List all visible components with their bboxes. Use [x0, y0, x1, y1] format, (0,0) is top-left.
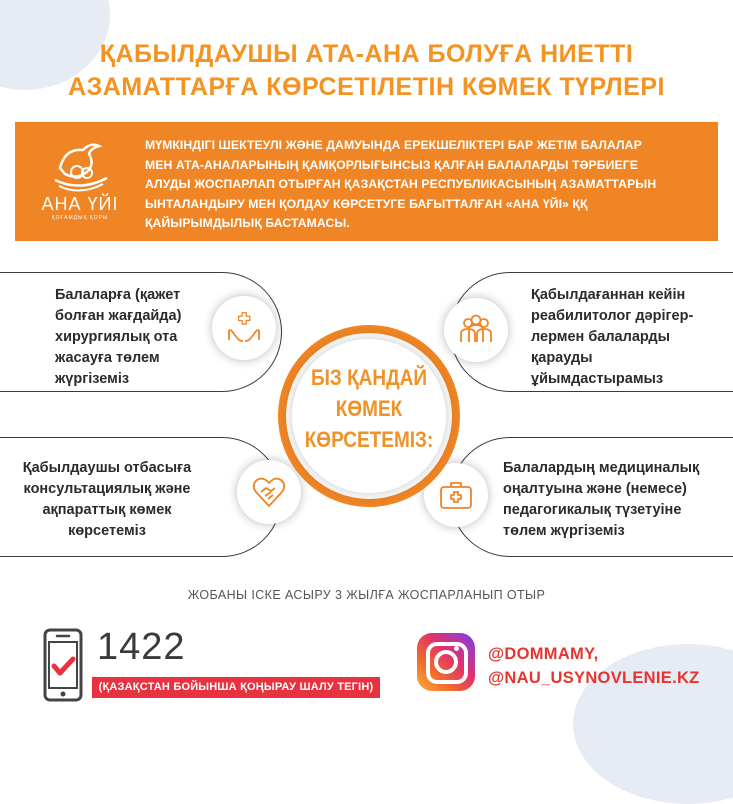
card-line: ақпараттық көмек — [42, 502, 172, 518]
center-line: БІЗ ҚАНДАЙ — [310, 366, 428, 391]
card-line: консультациялық және — [23, 481, 191, 497]
center-line: КӨРСЕТЕМІЗ: — [304, 428, 434, 453]
center-line: КӨМЕК — [335, 397, 403, 422]
project-duration-note: ЖОБАНЫ ІСКЕ АСЫРУ 3 ЖЫЛҒА ЖОСПАРЛАНЫП ОТЫР — [187, 588, 546, 602]
page-title — [0, 38, 733, 104]
banner-line: ЫНТАЛАНДЫРУ МЕН ҚОЛДАУ КӨРСЕТУГЕ БАҒЫТТАЛҒАН «АНА ҮЙІ» ҚҚ — [145, 196, 588, 211]
card-line: реабилитолог дәрігер- — [531, 308, 694, 324]
card-line: Балаларға (қажет — [55, 287, 181, 303]
logo-subtitle: ҚОҒАМДЫҚ ҚОРЫ — [51, 215, 109, 221]
free-call-label: (ҚАЗАҚСТАН БОЙЫНША ҚОҢЫРАУ ШАЛУ ТЕГІН) — [92, 677, 380, 698]
card-text — [55, 285, 205, 390]
center-inner — [292, 339, 446, 493]
card-line: көрсетеміз — [68, 523, 146, 539]
handshake-heart-icon — [237, 460, 301, 524]
bird-nest-icon — [25, 138, 135, 198]
card-line: лермен балаларды — [531, 329, 670, 345]
card-line: Балалардың медициналық — [503, 460, 700, 476]
card-line: қарауды — [531, 350, 593, 366]
card-line: педагогикалық түзетуіне — [503, 502, 682, 518]
help-card-medical-payment — [450, 437, 733, 557]
card-text — [17, 458, 197, 542]
card-line: жүргіземіз — [55, 371, 130, 387]
banner-text — [145, 136, 705, 234]
instagram-icon[interactable] — [417, 633, 475, 691]
background-blob — [573, 644, 733, 804]
instagram-handle-dommamy[interactable]: @DOMMAMY, — [488, 645, 599, 663]
banner-line: МҮМКІНДІГІ ШЕКТЕУЛІ ЖӘНЕ ДАМУЫНДА ЕРЕКШЕЛІКТЕРІ БАР ЖЕТІМ БАЛАЛАР — [145, 138, 642, 152]
title-line: АЗАМАТТАРҒА КӨРСЕТІЛЕТІН КӨМЕК ТҮРЛЕРІ — [68, 73, 665, 101]
center-circle — [278, 325, 460, 507]
intro-banner — [15, 122, 718, 241]
banner-line: АЛУДЫ ЖОСПАРЛАП ОТЫРҒАН ҚАЗАҚСТАН РЕСПУБЛИКАСЫНЫҢ АЗАМАТТАРЫН — [145, 177, 657, 191]
medical-hands-icon — [212, 296, 276, 360]
banner-line: МЕН АТА-АНАЛАРЫНЫҢ ҚАМҚОРЛЫҒЫНСЫЗ ҚАЛҒАН БАЛАЛАРДЫ ТӘРБИЕГЕ — [145, 157, 638, 172]
card-line: хирургиялық ота — [55, 329, 178, 345]
phone-icon — [43, 628, 83, 702]
instagram-handle-nau[interactable]: @NAU_USYNOVLENIE.KZ — [488, 669, 700, 687]
card-line: болған жағдайда) — [55, 308, 182, 324]
card-line: Қабылдаушы отбасыға — [22, 460, 192, 476]
banner-line: ҚАЙЫРЫМДЫЛЫҚ БАСТАМАСЫ. — [145, 216, 350, 230]
title-line: ҚАБЫЛДАУШЫ АТА-АНА БОЛУҒА НИЕТТІ — [99, 40, 634, 68]
card-line: оңалтуына және (немесе) — [503, 481, 687, 497]
logo-name: АНА ҮЙІ — [41, 194, 119, 214]
card-line: ұйымдастырамыз — [531, 371, 664, 387]
card-line: жасауға төлем — [55, 350, 160, 366]
hotline-number[interactable]: 1422 — [97, 626, 186, 668]
card-line: төлем жүргіземіз — [503, 523, 625, 539]
card-text — [531, 285, 721, 390]
people-group-icon — [444, 298, 508, 362]
card-text — [503, 458, 703, 542]
center-heading — [292, 363, 446, 456]
ana-uyi-logo — [25, 138, 135, 228]
card-line: Қабылдағаннан кейін — [531, 287, 686, 303]
